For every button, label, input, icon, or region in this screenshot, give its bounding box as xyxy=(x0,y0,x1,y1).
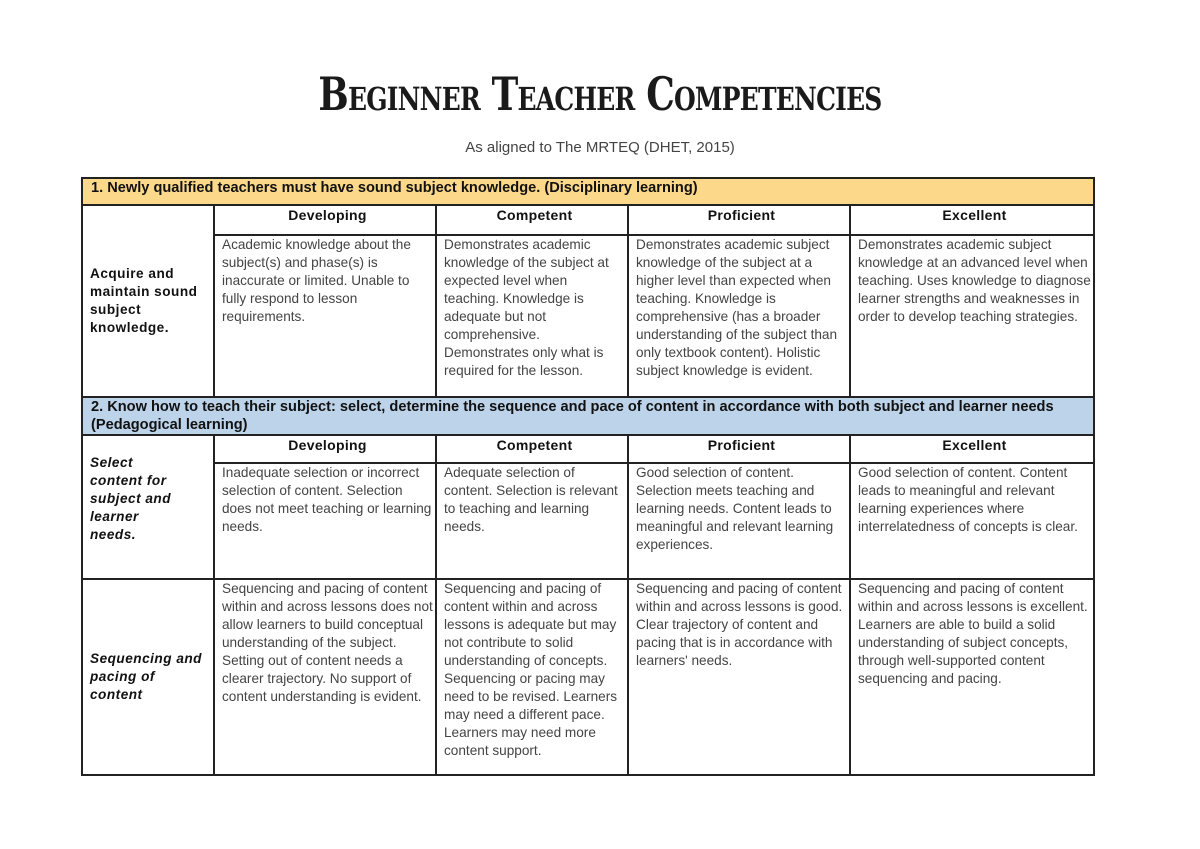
skill-sequencing-pacing: Sequencing and pacing of content xyxy=(82,579,214,775)
level-header-excellent: Excellent xyxy=(850,205,1094,235)
level-header-excellent: Excellent xyxy=(850,435,1094,463)
level-header-proficient: Proficient xyxy=(628,205,850,235)
section-1-descriptor-row xyxy=(82,235,1094,397)
descriptor-excellent: Good selection of content. Content leads to meaningful and relevant learning experiences where interrelatedness of concepts is clear. xyxy=(850,463,1094,579)
descriptor-proficient: Demonstrates academic subject knowledge of the subject at a higher level than expected when teaching. Knowledge is comprehensive (has a broader understanding of the subject than only textbook content). Holistic subject knowledge is evident. xyxy=(628,235,850,397)
select-content-descriptor-row xyxy=(82,463,1094,579)
descriptor-competent: Demonstrates academic knowledge of the subject at expected level when teaching. Knowledge is adequate but not comprehensive. Demonstrates only what is required for the lesson. xyxy=(436,235,628,397)
descriptor-developing: Academic knowledge about the subject(s) and phase(s) is inaccurate or limited. Unable to fully respond to lesson requirements. xyxy=(214,235,436,397)
skill-select-content: Select content for subject and learner needs. xyxy=(82,435,214,579)
section-1-heading: 1. Newly qualified teachers must have sound subject knowledge. (Disciplinary learning) xyxy=(82,178,1094,205)
section-2-level-row xyxy=(82,435,1094,463)
section-2-heading-row xyxy=(82,397,1094,435)
descriptor-developing: Inadequate selection or incorrect selection of content. Selection does not meet teaching or learning needs. xyxy=(214,463,436,579)
page-subtitle: As aligned to The MRTEQ (DHET, 2015) xyxy=(465,139,735,156)
section-1-level-row xyxy=(82,205,1094,235)
level-header-developing: Developing xyxy=(214,435,436,463)
competency-rubric-table xyxy=(81,177,1095,776)
section-1-heading-row xyxy=(82,178,1094,205)
descriptor-proficient: Sequencing and pacing of content within and across lessons is good. Clear trajectory of content and pacing that is in accordance with learners' needs. xyxy=(628,579,850,775)
descriptor-competent: Adequate selection of content. Selection is relevant to teaching and learning needs. xyxy=(436,463,628,579)
skill-acquire-subject-knowledge: Acquire and maintain sound subject knowledge. xyxy=(82,205,214,397)
page-title: Beginner Teacher Competencies xyxy=(318,67,882,121)
descriptor-competent: Sequencing and pacing of content within and across lessons is adequate but may not contribute to solid understanding of concepts. Sequencing or pacing may need to be revised. Learners may need a different pace. Learners may need more content support. xyxy=(436,579,628,775)
level-header-competent: Competent xyxy=(436,435,628,463)
section-2-heading: 2. Know how to teach their subject: select, determine the sequence and pace of content in accordance with both subject and learner needs (Pedagogical learning) xyxy=(82,397,1094,435)
level-header-developing: Developing xyxy=(214,205,436,235)
descriptor-excellent: Demonstrates academic subject knowledge at an advanced level when teaching. Uses knowledge to diagnose learner strengths and weaknesses in order to develop teaching strategies. xyxy=(850,235,1094,397)
level-header-competent: Competent xyxy=(436,205,628,235)
descriptor-proficient: Good selection of content. Selection meets teaching and learning needs. Content leads to meaningful and relevant learning experiences. xyxy=(628,463,850,579)
descriptor-developing: Sequencing and pacing of content within and across lessons does not allow learners to build conceptual understanding of the subject. Setting out of content needs a clearer trajectory. No support of content understanding is evident. xyxy=(214,579,436,775)
sequencing-descriptor-row xyxy=(82,579,1094,775)
descriptor-excellent: Sequencing and pacing of content within and across lessons is excellent. Learners are able to build a solid understanding of subject concepts, through well-supported content sequencing and pacing. xyxy=(850,579,1094,775)
level-header-proficient: Proficient xyxy=(628,435,850,463)
